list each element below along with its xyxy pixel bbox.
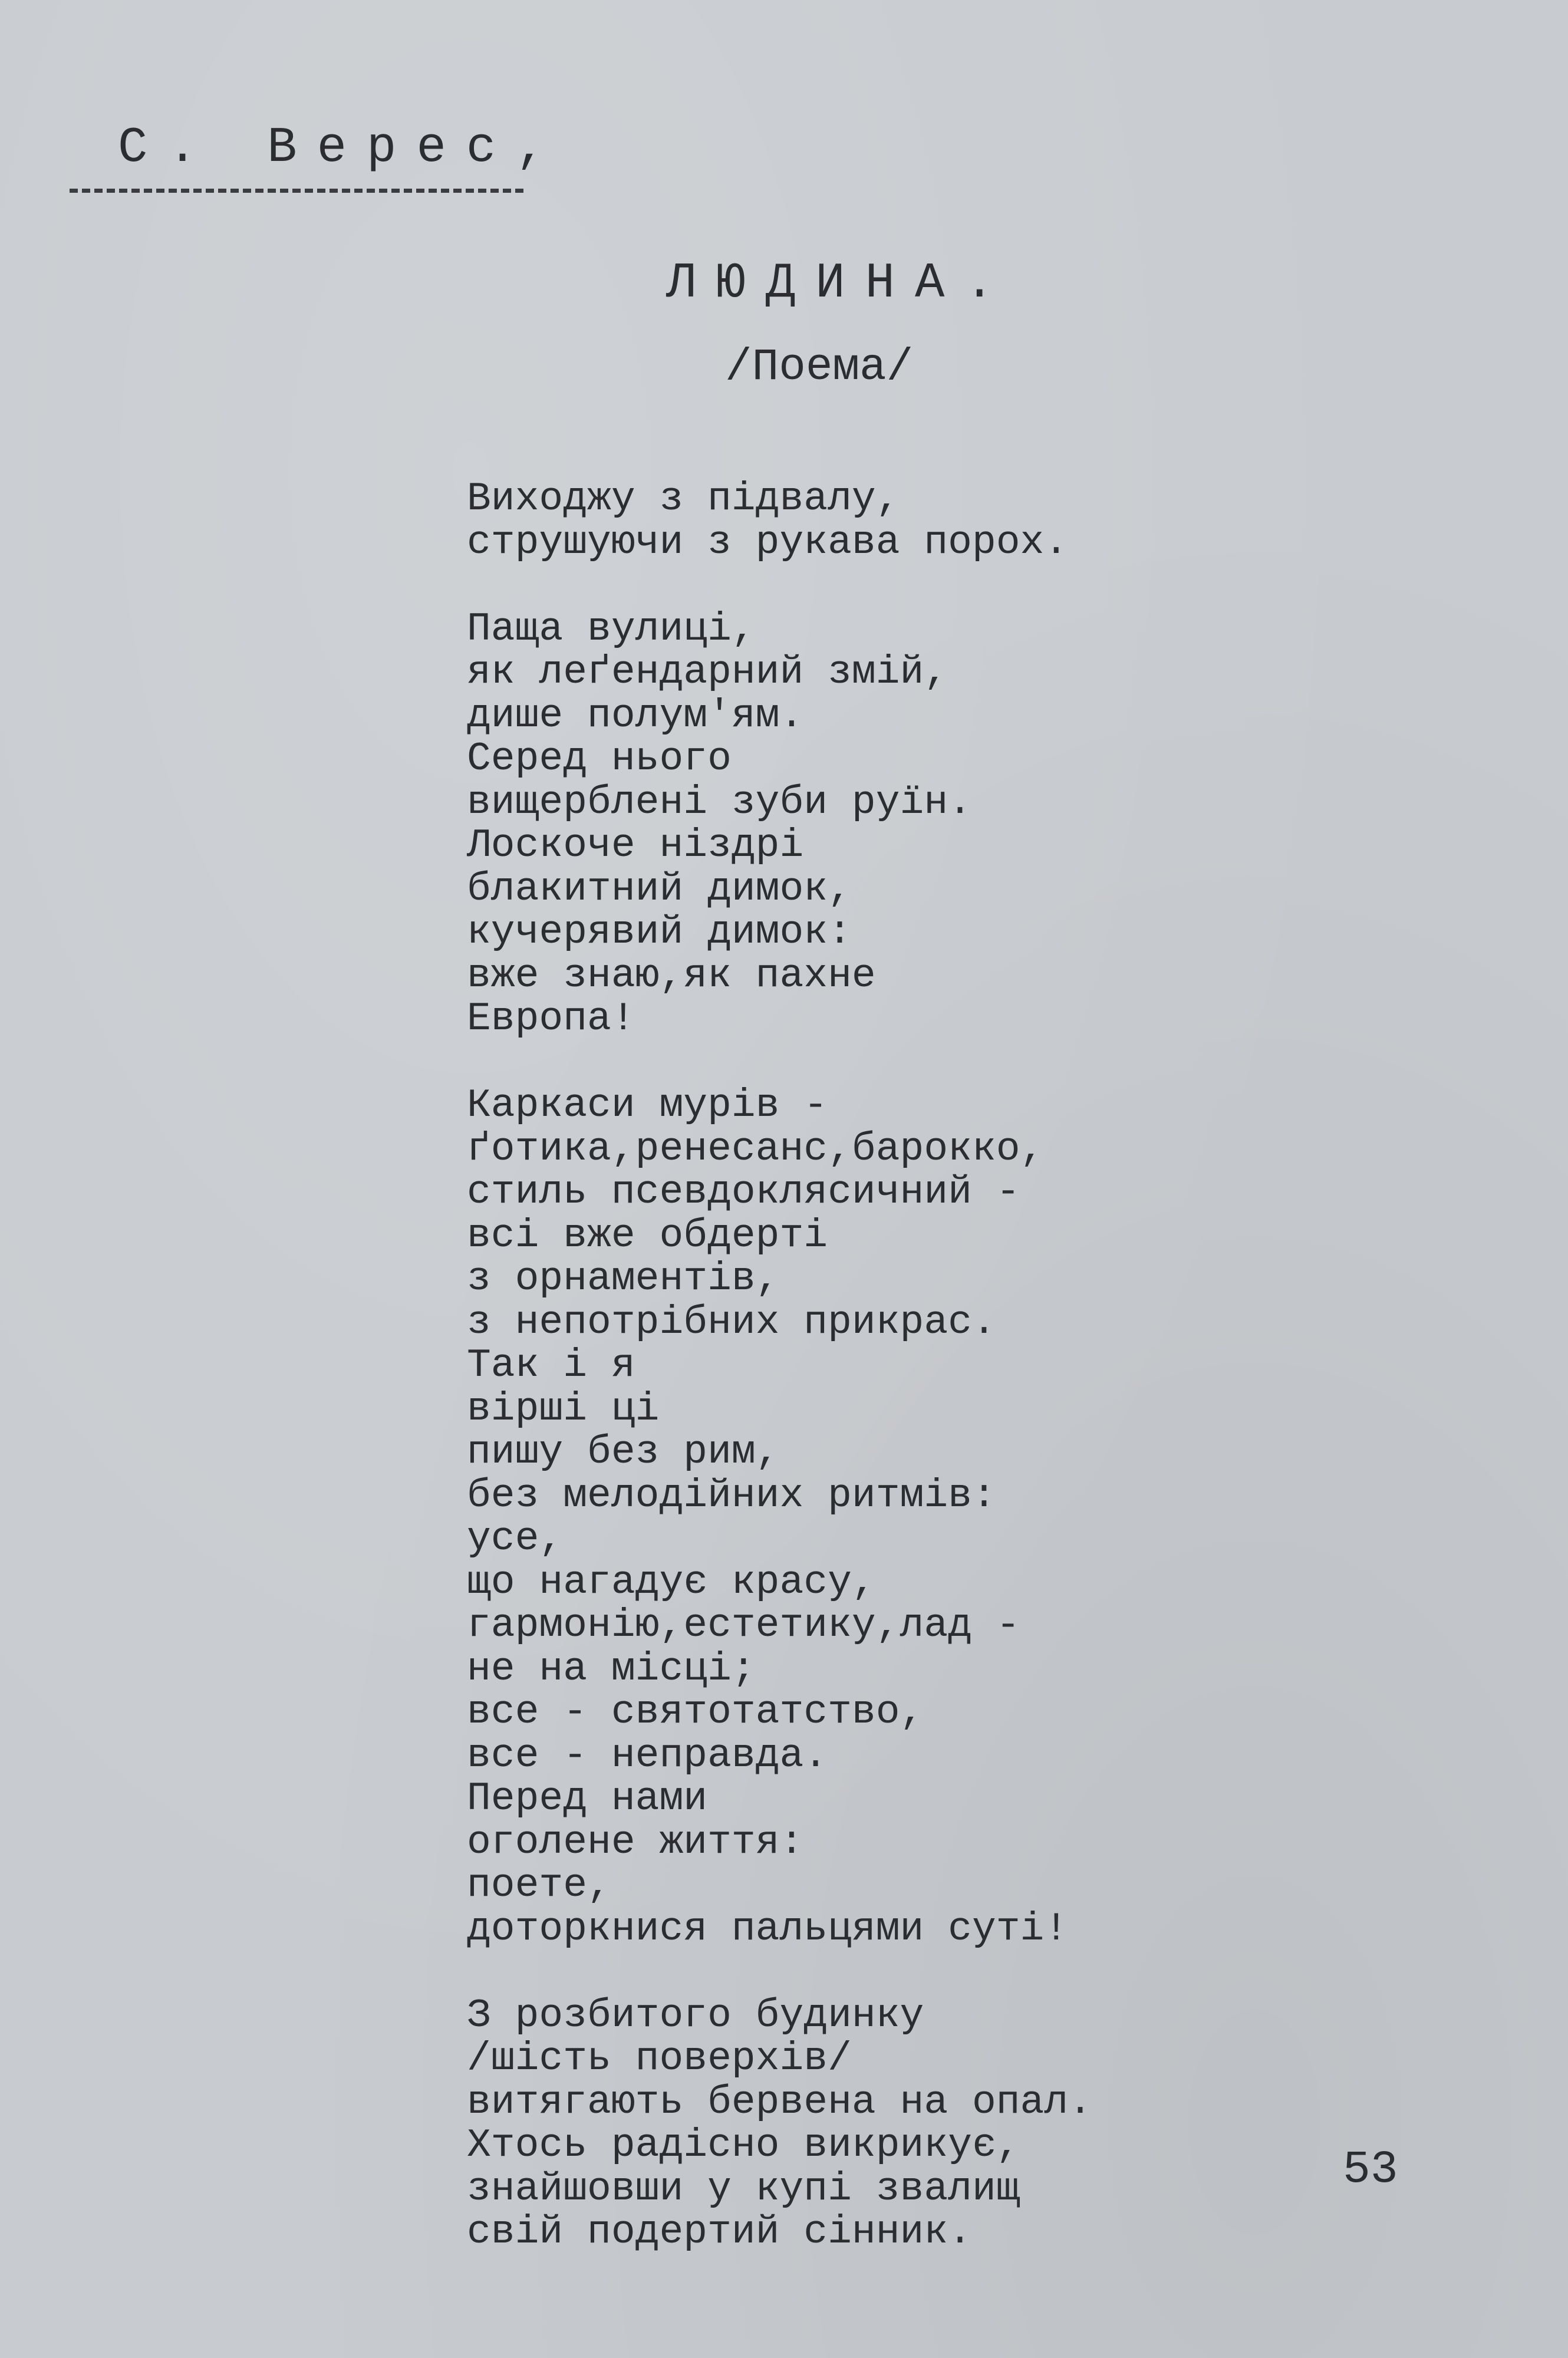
stanza-break [467,1951,1174,1994]
poem-line: вищерблені зуби руїн. [467,779,972,825]
poem-line: блакитний димок, [467,866,852,912]
poem-line: з непотрібних прикрас. [467,1299,996,1345]
stanza-break [467,564,1174,608]
author-underline [70,189,523,193]
poem-line: дише полум'ям. [467,693,804,739]
poem-line: кучерявий димок: [467,910,852,955]
poem-line: Хтось радісно викрикує, [467,2123,1020,2168]
poem-line: знайшовши у купі звалищ [467,2166,1020,2212]
poem-line: ґотика,ренесанс,барокко, [467,1126,1045,1172]
poem-line: все - неправда. [467,1733,828,1779]
poem-subtitle: /Поема/ [725,342,914,393]
poem-line: Серед нього [467,736,732,782]
poem-line: вже знаю,як пахне [467,953,876,999]
poem-line: З розбитого будинку [467,1993,924,2038]
poem-line: з орнаментів, [467,1256,780,1302]
poem-line: як леґендарний змій, [467,650,948,695]
poem-line: Паща вулиці, [467,606,756,652]
poem-line: гармонію,естетику,лад - [467,1603,1020,1648]
stanza-break [467,1041,1174,1085]
poem-line: оголене життя: [467,1819,804,1865]
poem-line: Каркаси мурів - [467,1083,828,1128]
poem-line: /шість поверхів/ [467,2036,852,2082]
poem-body [467,477,1174,2254]
poem-line: поете, [467,1863,611,1908]
poem-line: що нагадує красу, [467,1559,876,1605]
poem-line: витягають бервена на опал. [467,2079,1092,2125]
poem-line: Виходжу з підвалу, [467,476,900,522]
poem-line: доторкнися пальцями суті! [467,1906,1069,1952]
poem-line: не на місці; [467,1646,756,1692]
poem-line: усе, [467,1516,564,1562]
poem-title: ЛЮДИНА. [666,256,1014,312]
poem-line: свій подертий сінник. [467,2209,972,2255]
poem-line: Перед нами [467,1776,708,1822]
poem-line: Лоскоче ніздрі [467,823,804,868]
poem-line: струшуючи з рукава порох. [467,519,1069,565]
author-name: С. Верес, [118,120,566,176]
poem-line: всі вже обдерті [467,1213,828,1259]
poem-line: Так і я [467,1343,635,1388]
page-number: 53 [1343,2144,1398,2196]
poem-line: стиль псевдоклясичний - [467,1170,1020,1215]
poem-line: все - святотатство, [467,1690,924,1735]
poem-line: вірші ці [467,1386,660,1432]
poem-line: пишу без рим, [467,1430,780,1475]
poem-line: Европа! [467,996,635,1042]
poem-line: без мелодійних ритмів: [467,1473,996,1519]
